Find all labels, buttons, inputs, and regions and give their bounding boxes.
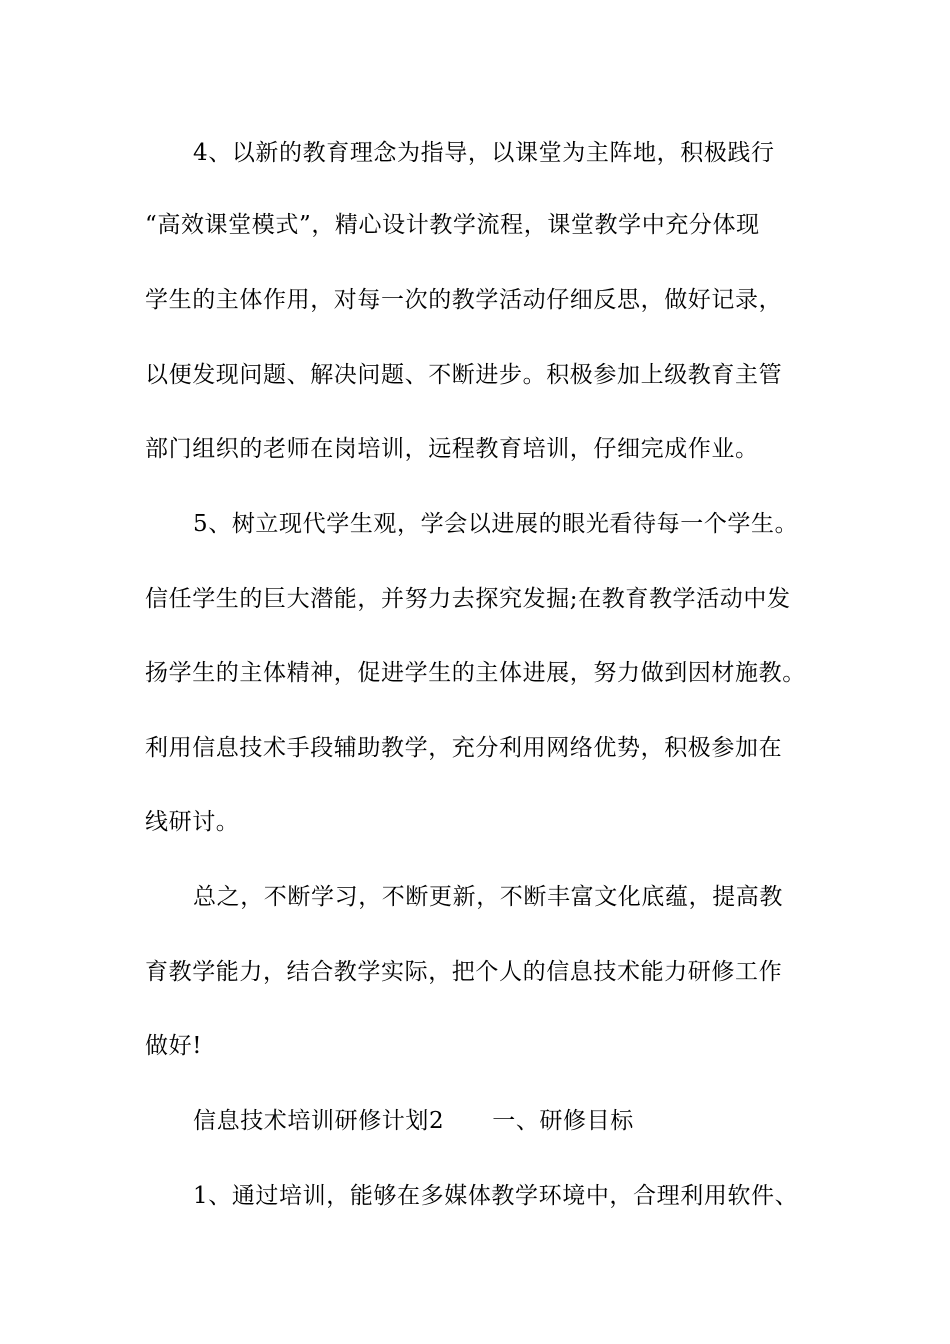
- section-heading: [193, 1106, 873, 1136]
- paragraph-line: 学生的主体作用，对每一次的教学活动仔细反思，做好记录，: [145, 287, 783, 313]
- heading-title: 信息技术培训研修计划2: [193, 1108, 445, 1134]
- paragraph-line: 1、通过培训，能够在多媒体教学环境中，合理利用软件、: [193, 1183, 799, 1209]
- heading-section: 一、研修目标: [492, 1108, 634, 1134]
- paragraph-line: 部门组织的老师在岗培训，远程教育培训，仔细完成作业。: [145, 436, 759, 462]
- paragraph-line: 总之，不断学习，不断更新，不断丰富文化底蕴，提高教: [193, 884, 783, 910]
- paragraph-line: 做好!: [145, 1033, 203, 1059]
- paragraph-line: 扬学生的主体精神，促进学生的主体进展，努力做到因材施教。: [145, 660, 806, 686]
- paragraph-line: 线研讨。: [145, 809, 240, 835]
- paragraph-line: 以便发现问题、解决问题、不断进步。积极参加上级教育主管: [145, 362, 783, 388]
- paragraph-line: 利用信息技术手段辅助教学，充分利用网络优势，积极参加在: [145, 735, 783, 761]
- paragraph-line: 信任学生的巨大潜能，并努力去探究发掘;在教育教学活动中发: [145, 586, 791, 612]
- paragraph-line: 5、树立现代学生观，学会以进展的眼光看待每一个学生。: [193, 511, 799, 537]
- paragraph-line: “高效课堂模式”，精心设计教学流程，课堂教学中充分体现: [145, 212, 760, 238]
- paragraph-line: 4、以新的教育理念为指导，以课堂为主阵地，积极践行: [193, 140, 775, 166]
- paragraph-line: 育教学能力，结合教学实际，把个人的信息技术能力研修工作: [145, 959, 783, 985]
